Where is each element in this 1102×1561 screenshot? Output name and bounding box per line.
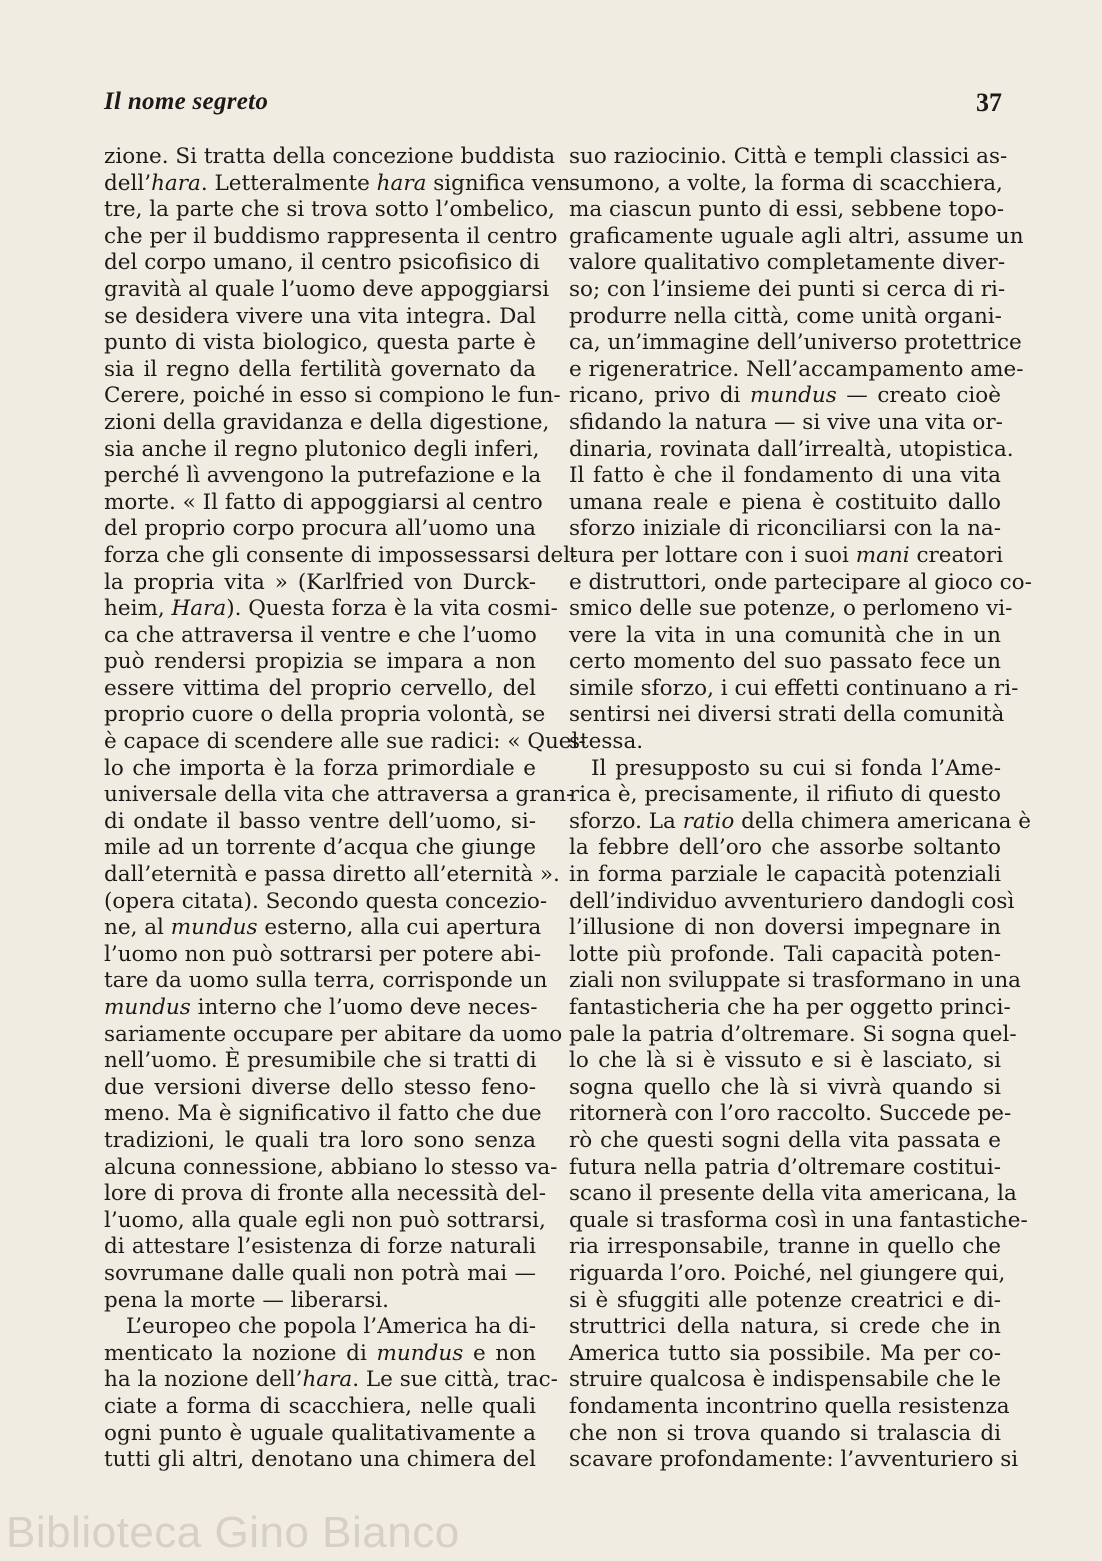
text-line: sumono, a volte, la forma di scacchiera, — [569, 170, 1003, 196]
page-number: 37 — [976, 88, 1002, 117]
text-line: e rigeneratrice. Nell’accampamento ame- — [569, 356, 1024, 382]
text-line: gravità al quale l’uomo deve appoggiarsi — [104, 276, 550, 302]
text-line: di ondate il basso ventre dell’uomo, si- — [104, 808, 536, 834]
text-line: dell’individuo avventuriero dandogli così — [569, 888, 1015, 914]
text-line: sariamente occupare per abitare da uomo — [104, 1021, 563, 1047]
text-line: lotte più profonde. Tali capacità poten- — [569, 941, 1001, 967]
text-line: Il fatto è che il fondamento di una vita — [569, 463, 1001, 489]
text-line: tradizioni, le quali tra loro sono senza — [104, 1127, 536, 1153]
text-line: certo momento del suo passato fece un — [569, 649, 1001, 675]
text-line: l’uomo, alla quale egli non può sottrarsi, — [104, 1207, 546, 1233]
text-line: l’uomo non può sottrarsi per potere abi- — [104, 941, 542, 967]
text-line: ma ciascun punto di essi, sebbene topo- — [569, 197, 1005, 223]
text-line: tura per lottare con i suoi mani creatori — [569, 542, 1004, 568]
text-line: la propria vita » (Karlfried von Durck- — [104, 569, 536, 595]
text-line: quale si trasforma così in una fantastiche- — [569, 1207, 1028, 1233]
text-line: dell’hara. Letteralmente hara significa ven- — [104, 170, 578, 196]
text-line: ogni punto è uguale qualitativamente a — [104, 1420, 536, 1446]
text-line: lo che importa è la forza primordiale e — [104, 755, 536, 781]
text-line: fondamenta incontrino quella resistenza — [569, 1393, 1010, 1419]
text-line: sia il regno della fertilità governato da — [104, 356, 536, 382]
text-line: smico delle sue potenze, o perlomeno vi- — [569, 596, 1013, 622]
text-line: sogna quello che là si vivrà quando si — [569, 1074, 1001, 1100]
text-line: simile sforzo, i cui effetti continuano a ri- — [569, 675, 1019, 701]
text-line: menticato la nozione di mundus e non — [104, 1340, 536, 1366]
text-line: ha la nozione dell’hara. Le sue città, trac- — [104, 1367, 558, 1393]
text-line: vere la vita in una comunità che in un — [569, 622, 1001, 648]
text-line: America tutto sia possibile. Ma per co- — [569, 1340, 1001, 1366]
text-line: meno. Ma è significativo il fatto che due — [104, 1101, 542, 1127]
text-line: sforzo iniziale di riconciliarsi con la na- — [569, 516, 1001, 542]
text-line: del corpo umano, il centro psicofisico di — [104, 250, 540, 276]
text-line: ritornerà con l’oro raccolto. Succede pe- — [569, 1101, 1012, 1127]
text-line: universale della vita che attraversa a gran- — [104, 782, 574, 808]
text-line: si è sfuggiti alle potenze creatrici e di- — [569, 1287, 1001, 1313]
text-line: ria irresponsabile, tranne in quello che — [569, 1234, 1001, 1260]
text-line: L’europeo che popola l’America ha di- — [126, 1314, 537, 1340]
text-line: sentirsi nei diversi strati della comunità — [569, 702, 1005, 728]
text-line: essere vittima del proprio cervello, del — [104, 675, 536, 701]
text-line: ca che attraversa il ventre e che l’uomo — [104, 622, 537, 648]
text-line: stessa. — [569, 729, 644, 755]
text-line: due versioni diverse dello stesso feno- — [104, 1074, 536, 1100]
text-line: pena la morte — liberarsi. — [104, 1287, 390, 1313]
text-line: se desidera vivere una vita integra. Dal — [104, 303, 536, 329]
text-line: zione. Si tratta della concezione buddista — [104, 144, 556, 169]
text-line: struttrici della natura, si crede che in — [569, 1314, 1001, 1340]
running-title: Il nome segreto — [104, 88, 269, 115]
text-line: riguarda l’oro. Poiché, nel giungere qui, — [569, 1260, 1006, 1286]
text-line: scavare profondamente: l’avventuriero si — [569, 1447, 1019, 1473]
text-line: lore di prova di fronte alla necessità del- — [104, 1181, 547, 1207]
text-line: in forma parziale le capacità potenziali — [569, 862, 1001, 888]
text-line: mile ad un torrente d’acqua che giunge — [104, 835, 536, 861]
text-line: tare da uomo sulla terra, corrisponde un — [104, 968, 548, 994]
text-line: sfidando la natura — si vive una vita or- — [569, 409, 1003, 435]
text-line: zioni della gravidanza e della digestione, — [104, 409, 550, 435]
text-line: scano il presente della vita americana, la — [569, 1181, 1017, 1207]
text-line: dall’eternità e passa diretto all’eternità ». — [104, 862, 560, 888]
text-line: ne, al mundus esterno, alla cui apertura — [104, 915, 542, 941]
text-line: futura nella patria d’oltremare costitui- — [569, 1154, 1001, 1180]
text-line: Cerere, poiché in esso si compiono le fun- — [104, 383, 561, 409]
text-line: dinaria, rovinata dall’irrealtà, utopistica. — [569, 436, 1014, 462]
text-line: rò che questi sogni della vita passata e — [569, 1127, 1001, 1153]
text-line: sia anche il regno plutonico degli inferi, — [104, 436, 540, 462]
text-line: la febbre dell’oro che assorbe soltanto — [569, 835, 1001, 861]
text-line: umana reale e piena è costituito dallo — [569, 489, 1001, 515]
text-line: ricano, privo di mundus — creato cioè — [569, 383, 1001, 409]
text-line: ziali non sviluppate si trasformano in una — [569, 968, 1021, 994]
text-line: nell’uomo. È presumibile che si tratti di — [104, 1048, 537, 1074]
text-line: graficamente uguale agli altri, assume un — [569, 223, 1024, 249]
text-line: (opera citata). Secondo questa concezio- — [104, 888, 548, 914]
text-line: di attestare l’esistenza di forze naturali — [104, 1234, 536, 1260]
text-line: rica è, precisamente, il rifiuto di questo — [569, 782, 1001, 808]
text-column-right — [569, 144, 1032, 1474]
text-line: alcuna connessione, abbiano lo stesso va- — [104, 1154, 558, 1180]
text-line: forza che gli consente di impossessarsi del- — [104, 542, 578, 568]
text-line: punto di vista biologico, questa parte è — [104, 330, 536, 356]
library-watermark: Biblioteca Gino Bianco — [6, 1508, 460, 1557]
text-line: produrre nella città, come unità organi- — [569, 303, 1002, 329]
text-line: proprio cuore o della propria volontà, se — [104, 702, 546, 728]
text-line: pale la patria d’oltremare. Si sogna quel- — [569, 1021, 1017, 1047]
text-line: può rendersi propizia se impara a non — [104, 649, 536, 675]
text-line: suo raziocinio. Città e templi classici as- — [569, 144, 1008, 169]
text-line: struire qualcosa è indispensabile che le — [569, 1367, 1001, 1393]
text-line: del proprio corpo procura all’uomo una — [104, 516, 536, 542]
text-line: heim, Hara). Questa forza è la vita cosmi- — [104, 596, 558, 622]
text-line: che per il buddismo rappresenta il centro — [104, 223, 558, 249]
text-line: perché lì avvengono la putrefazione e la — [104, 463, 542, 489]
text-line: l’illusione di non doversi impegnare in — [569, 915, 1001, 941]
text-line: mundus interno che l’uomo deve neces- — [104, 995, 538, 1020]
text-line: è capace di scendere alle sue radici: « Quel- — [104, 729, 586, 755]
text-line: fantasticheria che ha per oggetto princi- — [569, 995, 1011, 1020]
text-line: e distruttori, onde partecipare al gioco co- — [569, 569, 1032, 595]
text-column-left — [104, 144, 586, 1474]
text-line: tre, la parte che si trova sotto l’ombelico, — [104, 197, 555, 223]
text-line: valore qualitativo completamente diver- — [569, 250, 1006, 276]
text-line: sforzo. La ratio della chimera americana è — [569, 808, 1031, 834]
text-line: che non si trova quando si tralascia di — [569, 1420, 1001, 1446]
text-line: lo che là si è vissuto e si è lasciato, si — [569, 1048, 1001, 1074]
text-line: tutti gli altri, denotano una chimera del — [104, 1447, 536, 1473]
text-line: ciate a forma di scacchiera, nelle quali — [104, 1393, 536, 1419]
text-line: sovrumane dalle quali non potrà mai — — [104, 1260, 536, 1286]
text-line: so; con l’insieme dei punti si cerca di ri- — [569, 276, 1006, 302]
text-line: ca, un’immagine dell’universo protettrice — [569, 330, 1022, 356]
text-line: morte. « Il fatto di appoggiarsi al centro — [104, 489, 543, 515]
text-line: Il presupposto su cui si fonda l’Ame- — [591, 755, 1001, 781]
